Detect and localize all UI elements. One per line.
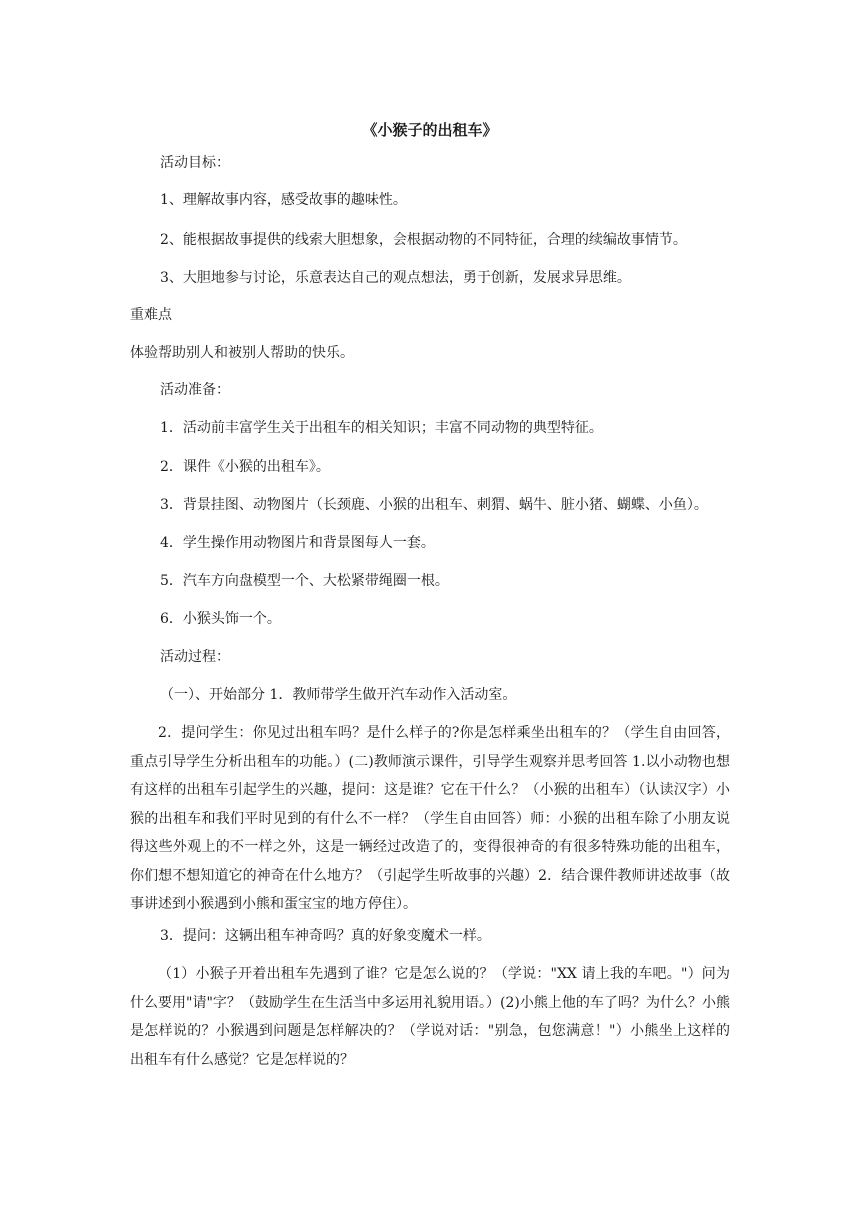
key-points-text: 体验帮助别人和被别人帮助的快乐。 <box>130 345 354 361</box>
process-paragraph-4-block <box>130 960 730 1074</box>
goals-heading: 活动目标： <box>160 155 230 171</box>
preparation-item-2: 2．课件《小猴的出租车》。 <box>160 459 330 475</box>
goal-item-3: 3、大胆地参与讨论，乐意表达自己的观点想法，勇于创新，发展求异思维。 <box>160 270 631 286</box>
goal-item-1: 1、理解故事内容，感受故事的趣味性。 <box>160 192 407 208</box>
goal-item-2: 2、能根据故事提供的线索大胆想象，会根据动物的不同特征，合理的续编故事情节。 <box>160 232 687 248</box>
preparation-heading: 活动准备： <box>160 382 230 398</box>
process-paragraph-4: （1）小猴子开着出租车先遇到了谁？它是怎么说的？（学说："XX 请上我的车吧。"）问为什么要用"请"字？（鼓励学生在生活当中多运用礼貌用语。）(2)小熊上他的车了吗？为什么？小熊是怎样说的？小猴遇到问题是怎样解决的？（学说对话："别急，包您满意！"）小熊坐上这样的出租车有什么感觉？它是怎样说的？ <box>130 966 730 1068</box>
process-paragraph-2: 2．提问学生：你见过出租车吗？是什么样子的?你是怎样乘坐出租车的？（学生自由回答，重点引导学生分析出租车的功能。）(二)教师演示课件，引导学生观察并思考回答 1.以小动物也想有这样的出租车引起学生的兴趣，提问：这是谁？它在干什么？（小猴的出租车）（认读汉字）小猴的出租车和我们平时见到的有什么不一样？（学生自由回答）师：小猴的出租车除了小朋友说得这些外观上的不一样之外，这是一辆经过改造了的，变得很神奇的有很多特殊功能的出租车，你们想不想知道它的神奇在什么地方？（引起学生听故事的兴趣）2．结合课件教师讲述故事（故事讲述到小猴遇到小熊和蛋宝宝的地方停住）。 <box>130 725 730 912</box>
process-question-3: 3．提问：这辆出租车神奇吗？真的好象变魔术一样。 <box>160 928 491 944</box>
document-title: 《小猴子的出租车》 <box>362 121 498 139</box>
preparation-item-3: 3．背景挂图、动物图片（长颈鹿、小猴的出租车、刺猬、蜗牛、脏小猪、蝴蝶、小鱼）。 <box>160 497 708 513</box>
preparation-item-5: 5．汽车方向盘模型一个、大松紧带绳圈一根。 <box>160 573 449 589</box>
process-intro: （一）、开始部分 1．教师带学生做开汽车动作入活动室。 <box>160 687 517 703</box>
process-heading: 活动过程： <box>160 649 230 665</box>
key-points-heading: 重难点 <box>130 307 172 323</box>
preparation-item-4: 4．学生操作用动物图片和背景图每人一套。 <box>160 535 435 551</box>
preparation-item-6: 6．小猴头饰一个。 <box>160 611 281 627</box>
preparation-item-1: 1．活动前丰富学生关于出租车的相关知识；丰富不同动物的典型特征。 <box>160 420 603 436</box>
process-paragraph-2-block <box>130 719 730 919</box>
